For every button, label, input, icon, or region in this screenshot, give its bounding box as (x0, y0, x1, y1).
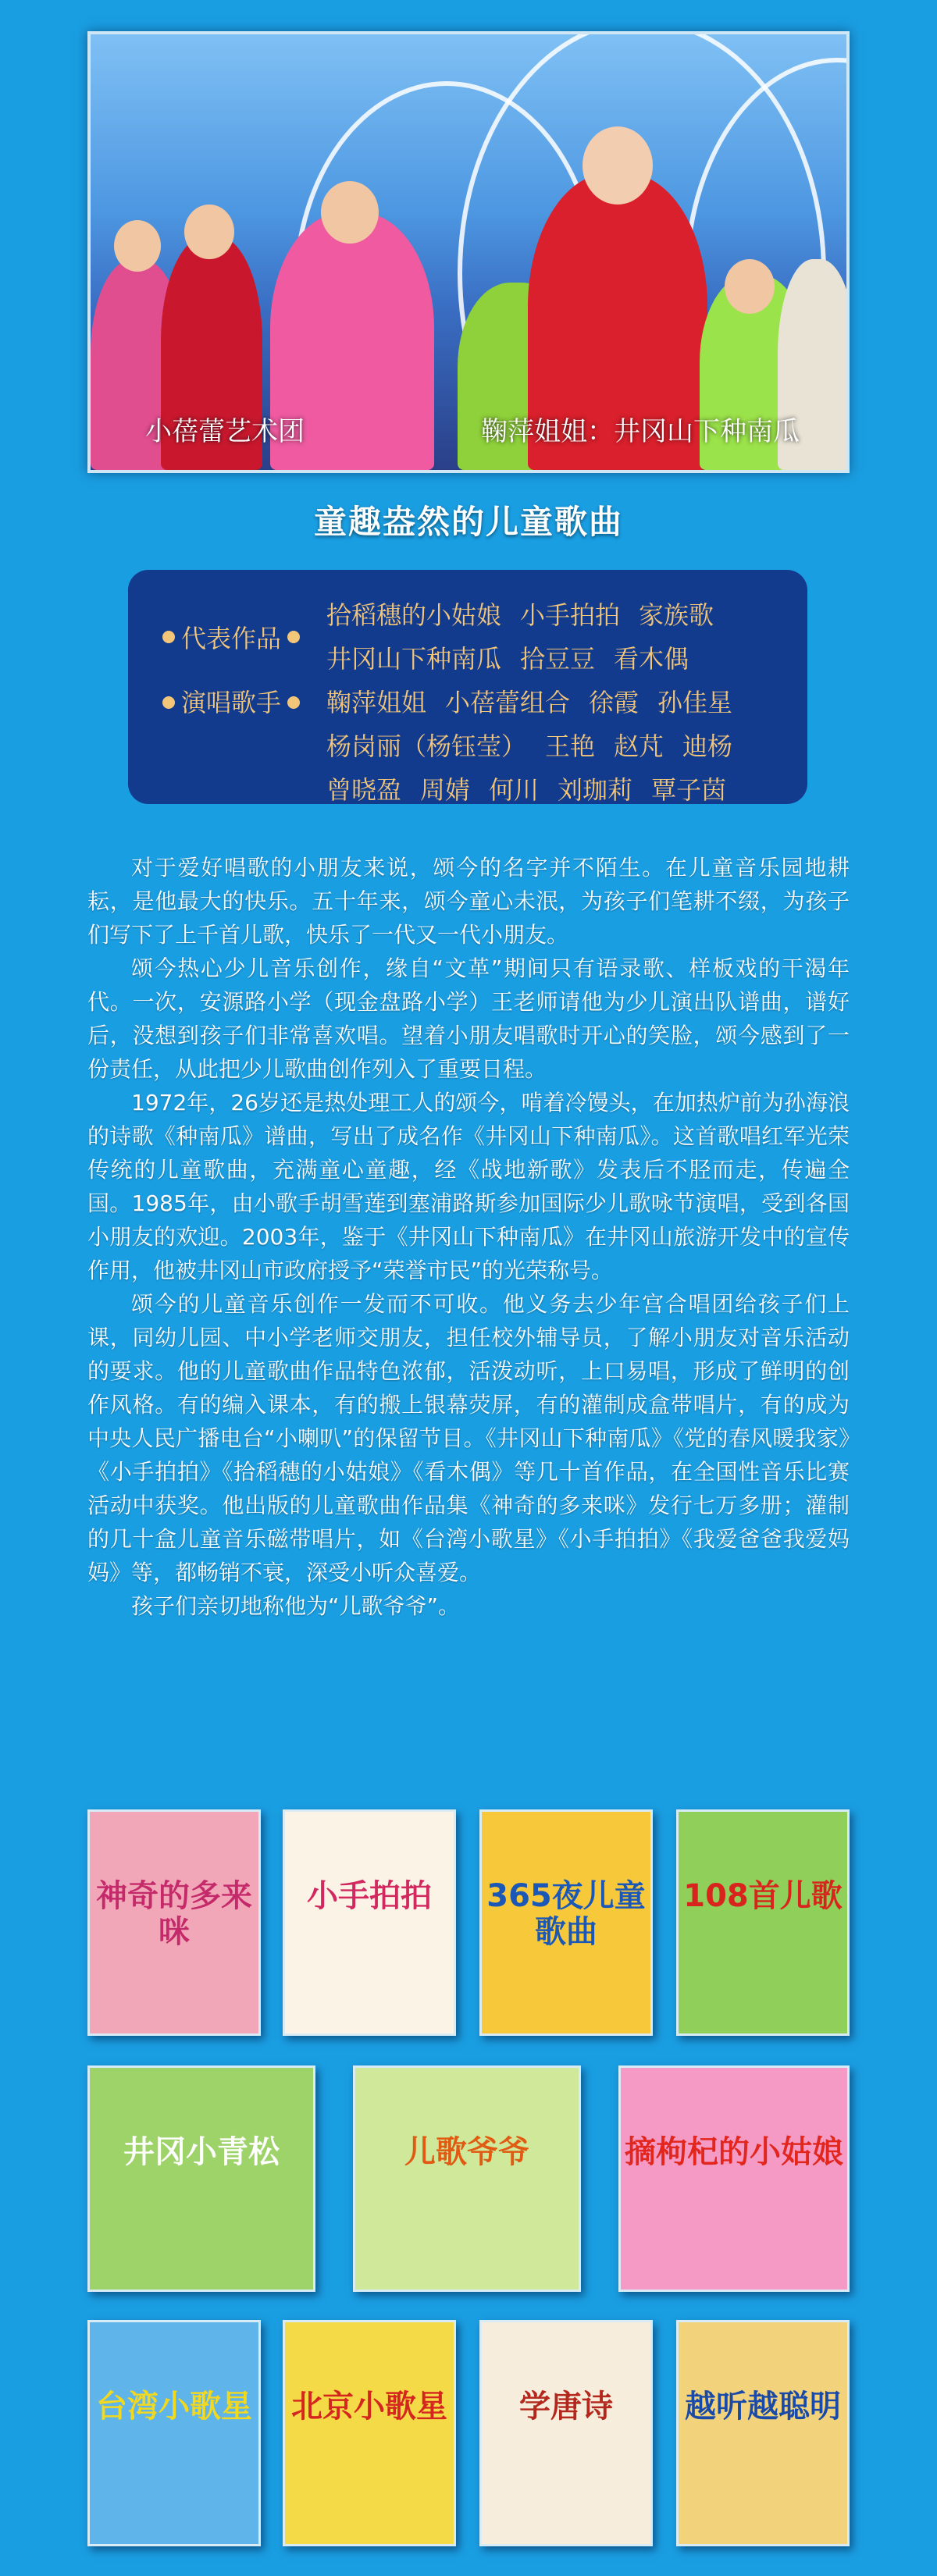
album-cover-title: 摘枸杞的小姑娘 (625, 2134, 843, 2171)
album-cover[interactable] (283, 1809, 456, 2036)
bullet-dot (162, 631, 175, 643)
singer-item: 迪杨 (682, 731, 733, 761)
work-item: 看木偶 (614, 644, 689, 674)
singer-item: 何川 (489, 775, 540, 805)
singers-label: 演唱歌手 (181, 688, 282, 717)
paragraph: 颂今的儿童音乐创作一发而不可收。他义务去少年宫合唱团给孩子们上课，同幼儿园、中小学老师交朋友，担任校外辅导员，了解小朋友对音乐活动的要求。他的儿童歌曲作品特色浓郁，活泼动听，上口易唱，形成了鲜明的创作风格。有的编入课本，有的搬上银幕荧屏，有的灌制成盒带唱片，有的成为中央人民广播电台“小喇叭”的保留节目。《井冈山下种南瓜》《党的春风暖我家》《小手拍拍》《拾稻穗的小姑娘》《看木偶》等几十首作品，在全国性音乐比赛活动中获奖。他出版的儿童歌曲作品集《神奇的多来咪》发行七万多册；灌制的几十盒儿童音乐磁带唱片，如《台湾小歌星》《小手拍拍》《我爱爸爸我爱妈妈》等，都畅销不衰，深受小听众喜爱。 (87, 1291, 850, 1585)
performer-head (321, 181, 379, 244)
album-cover-title: 108首儿歌 (683, 1878, 843, 1915)
singer-item: 徐霞 (589, 688, 640, 717)
album-cover[interactable] (87, 2320, 261, 2546)
work-item: 井冈山下种南瓜 (326, 644, 502, 674)
album-cover[interactable] (618, 2065, 850, 2292)
album-cover[interactable] (676, 1809, 850, 2036)
album-cover-title: 越听越聪明 (685, 2389, 841, 2425)
album-cover-title: 台湾小歌星 (96, 2389, 252, 2425)
paragraph: 颂今热心少儿音乐创作，缘自“文革”期间只有语录歌、样板戏的干渴年代。一次，安源路小学（现金盘路小学）王老师请他为少儿演出队谱曲，谱好后，没想到孩子们非常喜欢唱。望着小朋友唱歌时开心的笑脸，颂今感到了一份责任，从此把少儿歌曲创作列入了重要日程。 (87, 955, 850, 1082)
album-cover[interactable] (87, 2065, 315, 2292)
works-label: 代表作品 (181, 624, 282, 653)
performer-head (725, 259, 775, 314)
singers-row (128, 681, 795, 812)
performer-head (114, 220, 161, 272)
bullet-dot (287, 631, 300, 643)
performer-head (184, 205, 234, 259)
article-body (87, 851, 850, 1623)
hero-photo (87, 31, 850, 473)
album-cover[interactable] (87, 1809, 261, 2036)
paragraph: 1972年，26岁还是热处理工人的颂今，啃着冷馒头，在加热炉前为孙海浪的诗歌《种南瓜》谱曲，写出了成名作《井冈山下种南瓜》。这首歌唱红军光荣传统的儿童歌曲，充满童心童趣，经《战地新歌》发表后不胫而走，传遍全国。1985年，由小歌手胡雪莲到塞浦路斯参加国际少儿歌咏节演唱，受到各国小朋友的欢迎。2003年，鉴于《井冈山下种南瓜》在井冈山旅游开发中的宣传作用，他被井冈山市政府授予“荣誉市民”的光荣称号。 (87, 1090, 850, 1283)
singer-item: 周婧 (420, 775, 471, 805)
host-head (583, 126, 653, 205)
work-item: 拾稻穗的小姑娘 (326, 600, 502, 630)
album-cover[interactable] (283, 2320, 456, 2546)
singer-item: 杨岗丽（杨钰莹） (326, 731, 527, 761)
singer-item: 鞠萍姐姐 (326, 688, 427, 717)
singer-item: 孙佳星 (657, 688, 733, 717)
info-box (128, 570, 807, 804)
paragraph: 孩子们亲切地称他为“儿歌爷爷”。 (131, 1593, 461, 1619)
works-row (128, 593, 795, 681)
album-cover-title: 学唐诗 (519, 2389, 613, 2425)
album-cover[interactable] (353, 2065, 581, 2292)
singers-list (326, 681, 795, 812)
work-item: 拾豆豆 (520, 644, 596, 674)
singers-label-wrap (128, 681, 326, 724)
singer-item: 刘珈莉 (558, 775, 633, 805)
hero-caption-left: 小蓓蕾艺术团 (145, 416, 305, 447)
album-cover-title: 北京小歌星 (291, 2389, 447, 2425)
album-cover-title: 365夜儿童歌曲 (486, 1878, 646, 1951)
singer-item: 覃子茵 (651, 775, 727, 805)
album-cover[interactable] (676, 2320, 850, 2546)
hero-caption-right: 鞠萍姐姐：井冈山下种南瓜 (481, 416, 800, 447)
album-cover[interactable] (479, 2320, 653, 2546)
album-cover[interactable] (479, 1809, 653, 2036)
works-list (326, 593, 795, 681)
singer-item: 王艳 (545, 731, 596, 761)
bullet-dot (287, 696, 300, 709)
album-cover-title: 儿歌爷爷 (404, 2134, 529, 2171)
works-label-wrap (128, 619, 326, 655)
album-cover-title: 小手拍拍 (307, 1878, 432, 1915)
paragraph: 对于爱好唱歌的小朋友来说，颂今的名字并不陌生。在儿童音乐园地耕耘，是他最大的快乐。五十年来，颂今童心未泯，为孩子们笔耕不缀，为孩子们写下了上千首儿歌，快乐了一代又一代小朋友。 (87, 855, 850, 948)
singer-item: 赵芃 (614, 731, 664, 761)
singer-item: 曾晓盈 (326, 775, 402, 805)
bullet-dot (162, 696, 175, 709)
album-cover-title: 井冈小青松 (123, 2134, 280, 2171)
album-cover-title: 神奇的多来咪 (96, 1878, 252, 1951)
work-item: 家族歌 (639, 600, 714, 630)
singer-item: 小蓓蕾组合 (445, 688, 571, 717)
work-item: 小手拍拍 (520, 600, 621, 630)
section-title: 童趣盎然的儿童歌曲 (313, 503, 623, 541)
